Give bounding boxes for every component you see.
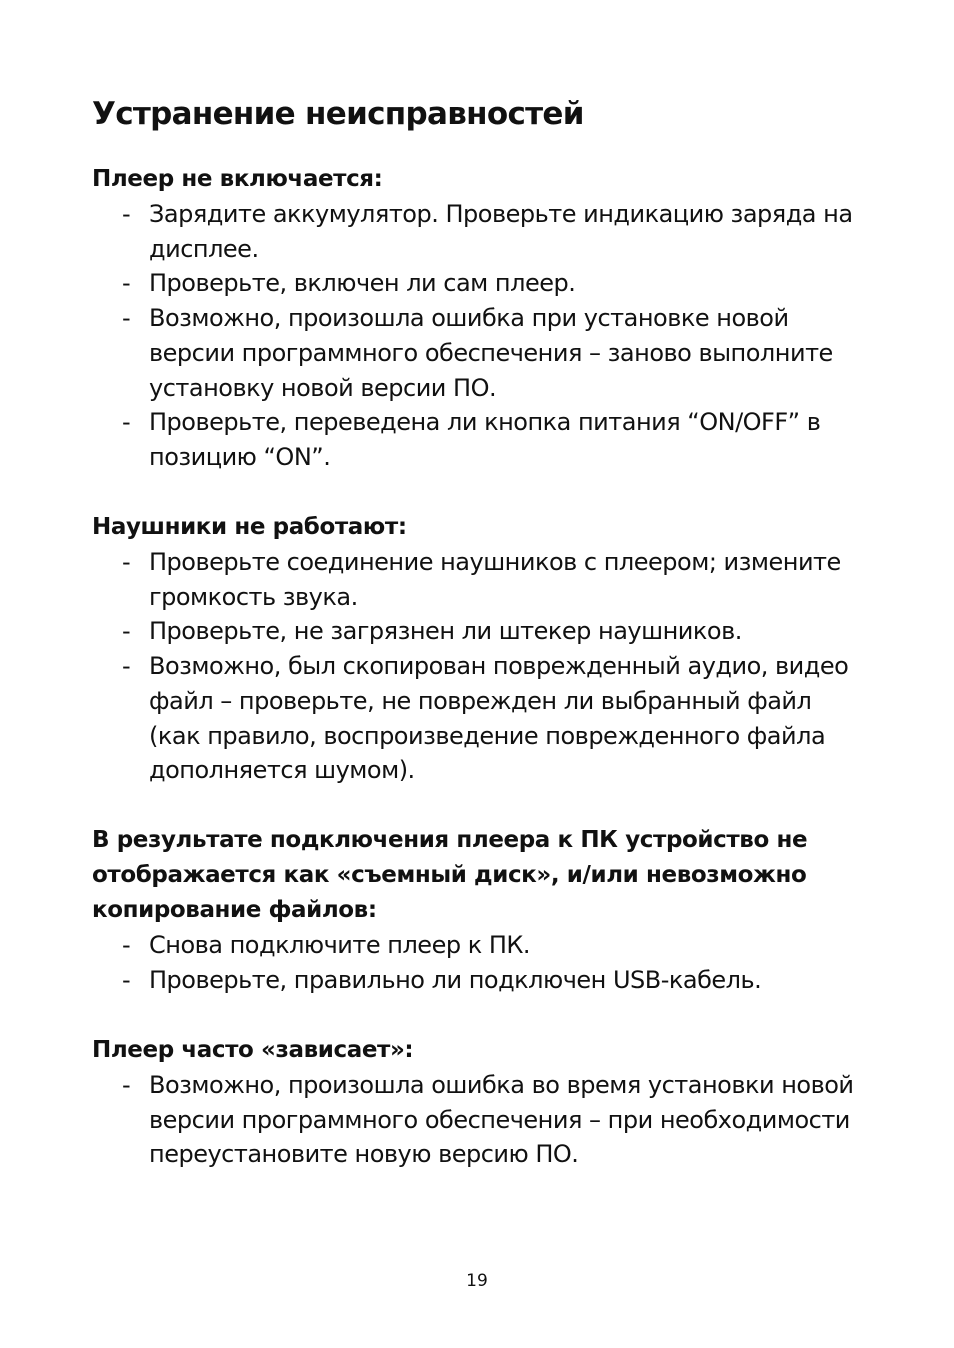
bullet-dash: - bbox=[122, 304, 131, 333]
list-item-text: Проверьте соединение наушников с плеером; измените громкость звука. bbox=[149, 548, 841, 611]
bullet-dash: - bbox=[122, 200, 131, 228]
list-item-text: Проверьте, переведена ли кнопка питания “ON/OFF” в позицию “ON”. bbox=[149, 408, 821, 471]
section-heading: Плеер не включается: bbox=[92, 166, 383, 192]
list-item-text: Зарядите аккумулятор. Проверьте индикацию заряда на дисплее. bbox=[149, 200, 853, 263]
list-item bbox=[92, 405, 867, 474]
list-item bbox=[92, 928, 867, 963]
list-item-text: Проверьте, правильно ли подключен USB-кабель. bbox=[149, 965, 762, 994]
bullet-dash: - bbox=[122, 652, 131, 681]
bullet-list bbox=[92, 1068, 882, 1172]
section-heading: Плеер часто «зависает»: bbox=[92, 1037, 414, 1063]
list-item bbox=[92, 266, 867, 301]
list-item-text: Возможно, произошла ошибка во время установки новой версии программного обеспечения – при необходимости переустановите новую версию ПО. bbox=[149, 1071, 854, 1169]
section-pc-connection bbox=[92, 823, 882, 997]
bullet-dash: - bbox=[122, 1071, 131, 1099]
bullet-dash: - bbox=[122, 965, 131, 994]
bullet-list bbox=[92, 928, 882, 997]
page-title: Устранение неисправностей bbox=[92, 96, 584, 132]
bullet-list bbox=[92, 545, 882, 788]
bullet-list bbox=[92, 197, 882, 475]
list-item bbox=[92, 614, 867, 649]
bullet-dash: - bbox=[122, 269, 131, 298]
section-heading: Наушники не работают: bbox=[92, 514, 407, 540]
page-number: 19 bbox=[466, 1271, 488, 1291]
list-item-text: Проверьте, не загрязнен ли штекер наушников. bbox=[149, 617, 742, 646]
section-player-freezes bbox=[92, 1033, 882, 1172]
list-item bbox=[92, 197, 867, 266]
section-player-not-turning-on bbox=[92, 162, 882, 475]
section-headphones-not-working bbox=[92, 510, 882, 788]
list-item-text: Возможно, был скопирован поврежденный аудио, видео файл – проверьте, не поврежден ли выбранный файл (как правило, воспроизведение поврежденного файла дополняется шумом). bbox=[149, 652, 849, 785]
list-item-text: Снова подключите плеер к ПК. bbox=[149, 931, 531, 959]
bullet-dash: - bbox=[122, 408, 131, 437]
list-item bbox=[92, 545, 867, 614]
list-item bbox=[92, 649, 867, 788]
list-item-text: Проверьте, включен ли сам плеер. bbox=[149, 269, 576, 298]
bullet-dash: - bbox=[122, 617, 131, 646]
bullet-dash: - bbox=[122, 548, 131, 576]
list-item-text: Возможно, произошла ошибка при установке новой версии программного обеспечения – заново выполните установку новой версии ПО. bbox=[149, 304, 833, 402]
list-item bbox=[92, 301, 867, 405]
list-item bbox=[92, 963, 867, 998]
section-heading: В результате подключения плеера к ПК устройство не отображается как «съемный диск», и/или невозможно копирование файлов: bbox=[92, 827, 808, 923]
bullet-dash: - bbox=[122, 931, 131, 959]
list-item bbox=[92, 1068, 867, 1172]
